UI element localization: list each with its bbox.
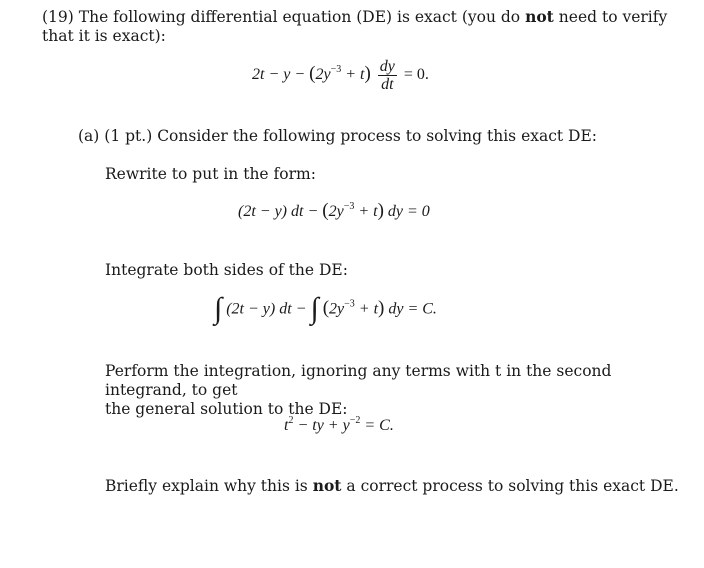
step1-text: Rewrite to put in the form: (105, 165, 316, 183)
problem-intro-tail: need to verify that it is exact): (42, 8, 668, 45)
main-equation: $2t - y - (2y^{-3} + t)$ $\frac{dy}{dt}$ = 0. (252, 58, 429, 93)
part-a-prompt (78, 127, 597, 145)
emphasis-not: not (525, 7, 554, 26)
derivative-fraction: $\frac{dy}{dt}$ (379, 58, 395, 93)
step3-equation: $t^2$ − ty + $y^{-2} = C$. (284, 415, 394, 434)
step2-equation: ∫ (2t − y) dt − ∫ $(2y^{-3} + t)$ dy = C. (214, 292, 437, 325)
problem-number: (19) (42, 8, 74, 26)
integral-sign: ∫ (214, 292, 223, 325)
emphasis-not-2: not (312, 476, 342, 495)
step1-equation: (2t − y) dt − $(2y^{-3} + t)$ dy = 0 (238, 200, 430, 221)
integral-sign-2: ∫ (310, 292, 319, 325)
part-question: Consider the following process to solving this exact DE: (157, 127, 598, 145)
part-label: (a) (78, 127, 100, 145)
step3-text: Perform the integration, ignoring any terms with t in the second integrand, to get the general solution to the DE: (105, 362, 612, 418)
problem-intro: The following differential equation (DE) is exact (you do (78, 8, 521, 26)
problem-statement (42, 7, 682, 46)
step2-text: Integrate both sides of the DE: (105, 261, 348, 279)
final-question: Briefly explain why this is not a correct process to solving this exact DE. (105, 476, 679, 495)
part-points: (1 pt.) (104, 127, 153, 145)
